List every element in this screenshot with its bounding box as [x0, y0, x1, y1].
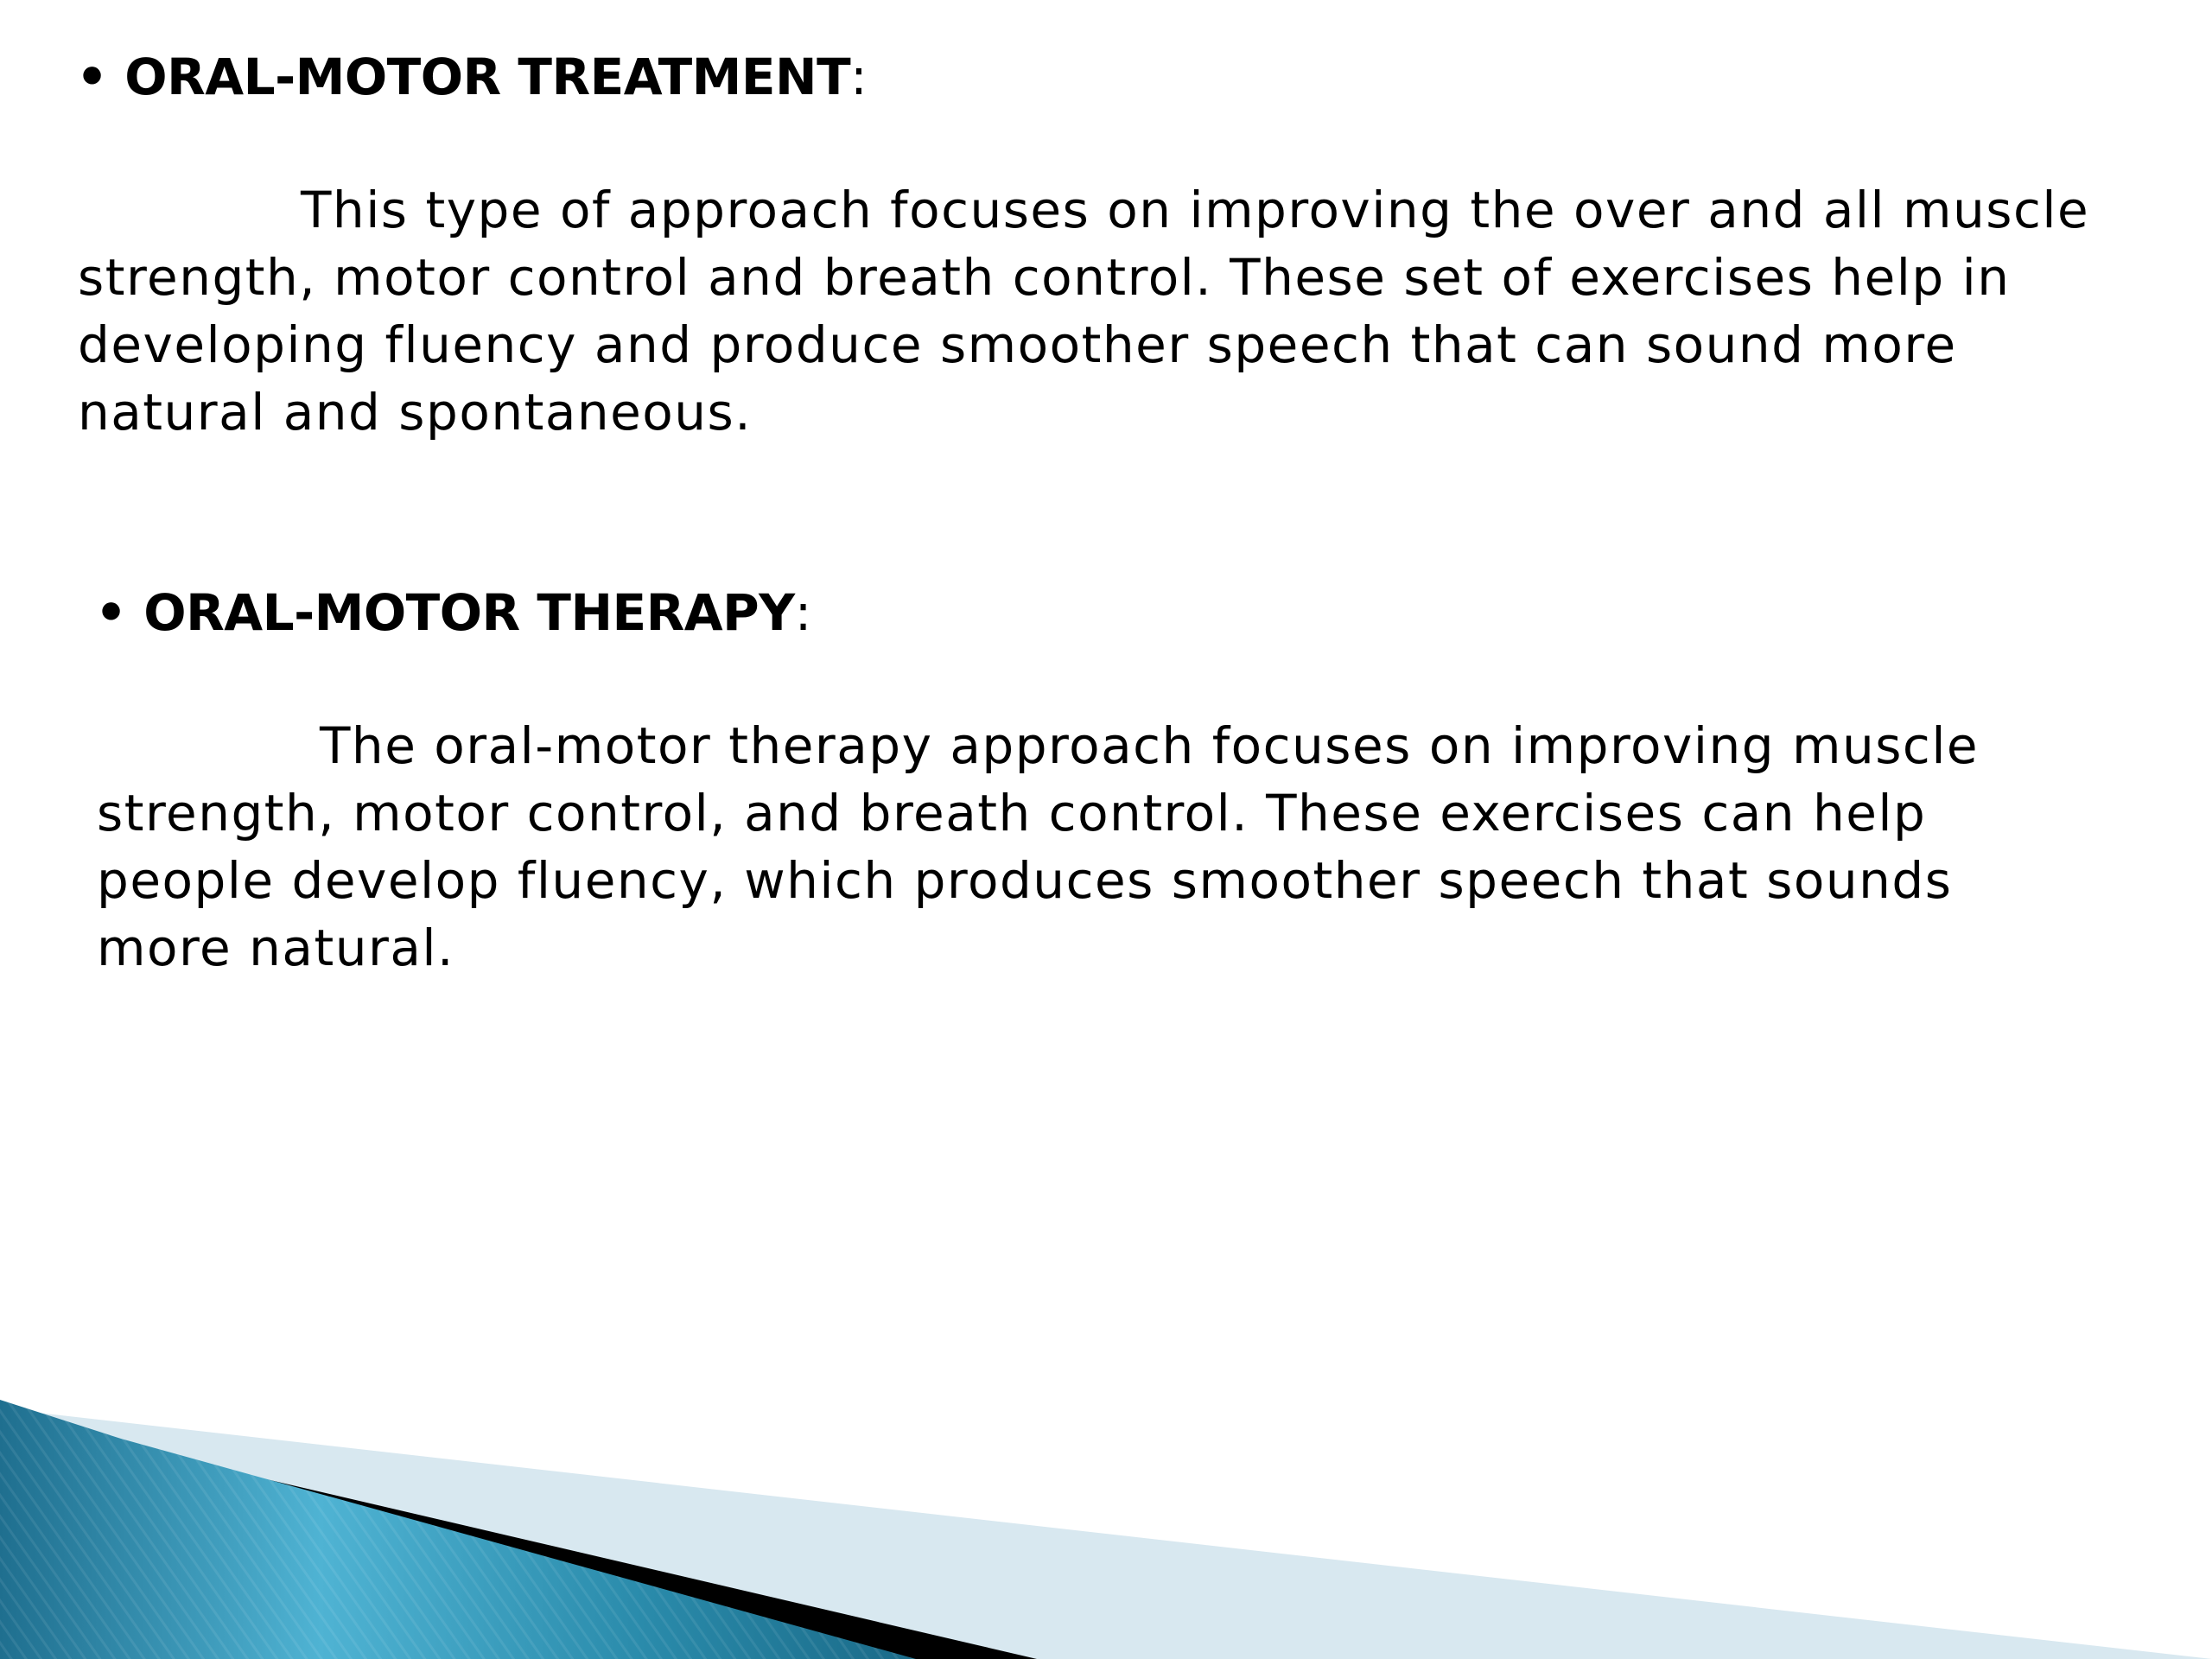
section-heading: • ORAL-MOTOR TREATMENT: — [76, 48, 868, 106]
paragraph-line: This type of approach focuses on improving the over and all muscle — [301, 181, 2090, 239]
paragraph-line: developing fluency and produce smoother speech that can sound more — [78, 315, 1957, 374]
paragraph-line: The oral-motor therapy approach focuses on improving muscle — [320, 716, 1980, 775]
paragraph-line: strength, motor control and breath control. These set of exercises help in — [78, 248, 2011, 307]
paragraph-line: natural and spontaneous. — [78, 383, 753, 442]
paragraph-line: strength, motor control, and breath control. These exercises can help — [97, 784, 1927, 842]
section-heading: • ORAL-MOTOR THERAPY: — [95, 583, 811, 642]
paragraph-line: more natural. — [97, 918, 454, 977]
paragraph-line: people develop fluency, which produces smoother speech that sounds — [97, 851, 1953, 910]
